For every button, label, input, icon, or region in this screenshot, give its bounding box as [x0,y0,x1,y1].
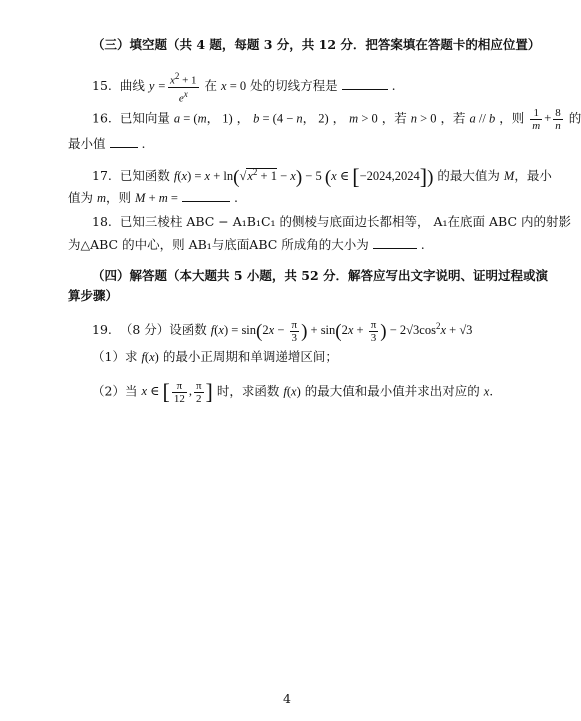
q19-part2-text-1: （2）当 [92,383,138,399]
question-18 [92,213,571,231]
q16-number: 16. [92,110,112,126]
q16-text-4b: ，若 [440,110,466,126]
q16-parallel: a // b [469,111,496,126]
q17-sum: M + m = [135,191,178,205]
question-18-cont [68,236,425,254]
q19-function: f(x) = sin(2x − $\frac{\pi}{3}$ ) + sin(2x + $\frac{\pi}{3}$ ) − $2√3\cos^2x + √3$ [210,318,473,344]
q16-vector-a: a = (m， 1) [173,111,233,126]
q16-text-6: 的 [568,110,581,126]
q19-part2-text-2: 时，求函数 [216,383,280,399]
q17-min-symbol: m [97,191,107,205]
q18-end: . [420,237,425,252]
q17-answer-blank[interactable] [182,189,230,202]
q17-number: 17. [92,168,112,184]
section-4-heading-line-2: 算步骤） [68,288,119,303]
q17-text-2: 的最大值为 [437,168,500,184]
q15-text-2: 在 [204,78,218,94]
q15-curve-formula: y = $\frac{x^2 + 1}{e^x}$ [148,71,197,105]
q19-part2-end: . [489,383,494,399]
question-17-cont [68,189,238,207]
q19-part2-text-3: 的最大值和最小值并求出对应的 [304,383,480,399]
q16-n-positive: n > 0 [410,111,437,126]
q19-part1-text-2: 的最小正周期和单调递增区间； [162,349,338,364]
q16-cont-text: 最小值 [68,136,106,151]
q19-part2-interval: x ∈ [ $\frac{\pi}{12}$ , $\frac{\pi}{2}$ ] [141,379,213,405]
q15-answer-blank[interactable] [342,77,388,90]
page-number: 4 [283,691,291,706]
q16-text-4: ，若 [381,110,407,126]
q16-m-positive: m > 0 [349,111,378,126]
question-17 [92,163,552,190]
q15-text-3: 处的切线方程是 [250,78,338,94]
q17-cont-2: ，则 [106,190,132,205]
q16-end: . [141,136,146,151]
q15-point: x = 0 [221,79,247,94]
q18-answer-blank[interactable] [373,236,417,249]
q19-part2-fx: f(x) [283,384,301,399]
section-3-heading: （三）填空题（共 4 题，每题 3 分，共 12 分．把答案填在答题卡的相应位置） [92,37,541,52]
q15-text-1: 曲线 [119,78,145,94]
q16-answer-blank[interactable] [110,135,138,148]
q18-line-2: 为△ABC 的中心，则 AB₁与底面ABC 所成角的大小为 [68,237,369,252]
q19-part1-fx: f(x) [141,350,159,364]
question-16-cont [68,135,145,153]
q19-number: 19. [92,322,112,338]
q17-cont-1: 值为 [68,190,94,205]
q17-text-1: 已知函数 [119,168,170,184]
question-15 [92,70,396,104]
q18-number: 18. [92,214,112,229]
q19-part2-x: x [483,384,490,399]
question-16 [92,107,581,132]
q16-text-3: ， [332,110,346,126]
q17-end: . [233,190,238,205]
q19-score: （8 分）设函数 [119,322,207,338]
question-19 [92,317,472,344]
section-4-heading-line-1: （四）解答题（本大题共 5 小题，共 52 分．解答应写出文字说明、证明过程或演 [92,268,549,283]
q16-vector-b: b = (4 − n， 2) [253,111,329,126]
q19-part1-text-1: （1）求 [92,349,138,364]
q17-function: $f(x) = x + \ln(√x^2 + 1 - x) - 5$ (x ∈ [−2024,2024]) [173,164,434,190]
q16-expression: $\frac{1}{m}$ + $\frac{8}{n}$ [532,107,561,132]
q16-text-1: 已知向量 [119,110,170,126]
q17-text-3: ，最小 [514,168,552,184]
q18-line-1: 已知三棱柱 ABC − A₁B₁C₁ 的侧棱与底面边长都相等， A₁在底面 ABC 内的射影 [119,214,571,229]
q17-max-symbol: M [503,169,515,184]
q16-text-5: ，则 [499,110,525,126]
q16-text-2: ， [236,110,250,126]
question-19-part-1 [92,348,338,366]
q15-number: 15. [92,78,112,94]
q15-end: . [391,78,396,94]
question-19-part-2 [92,380,493,405]
